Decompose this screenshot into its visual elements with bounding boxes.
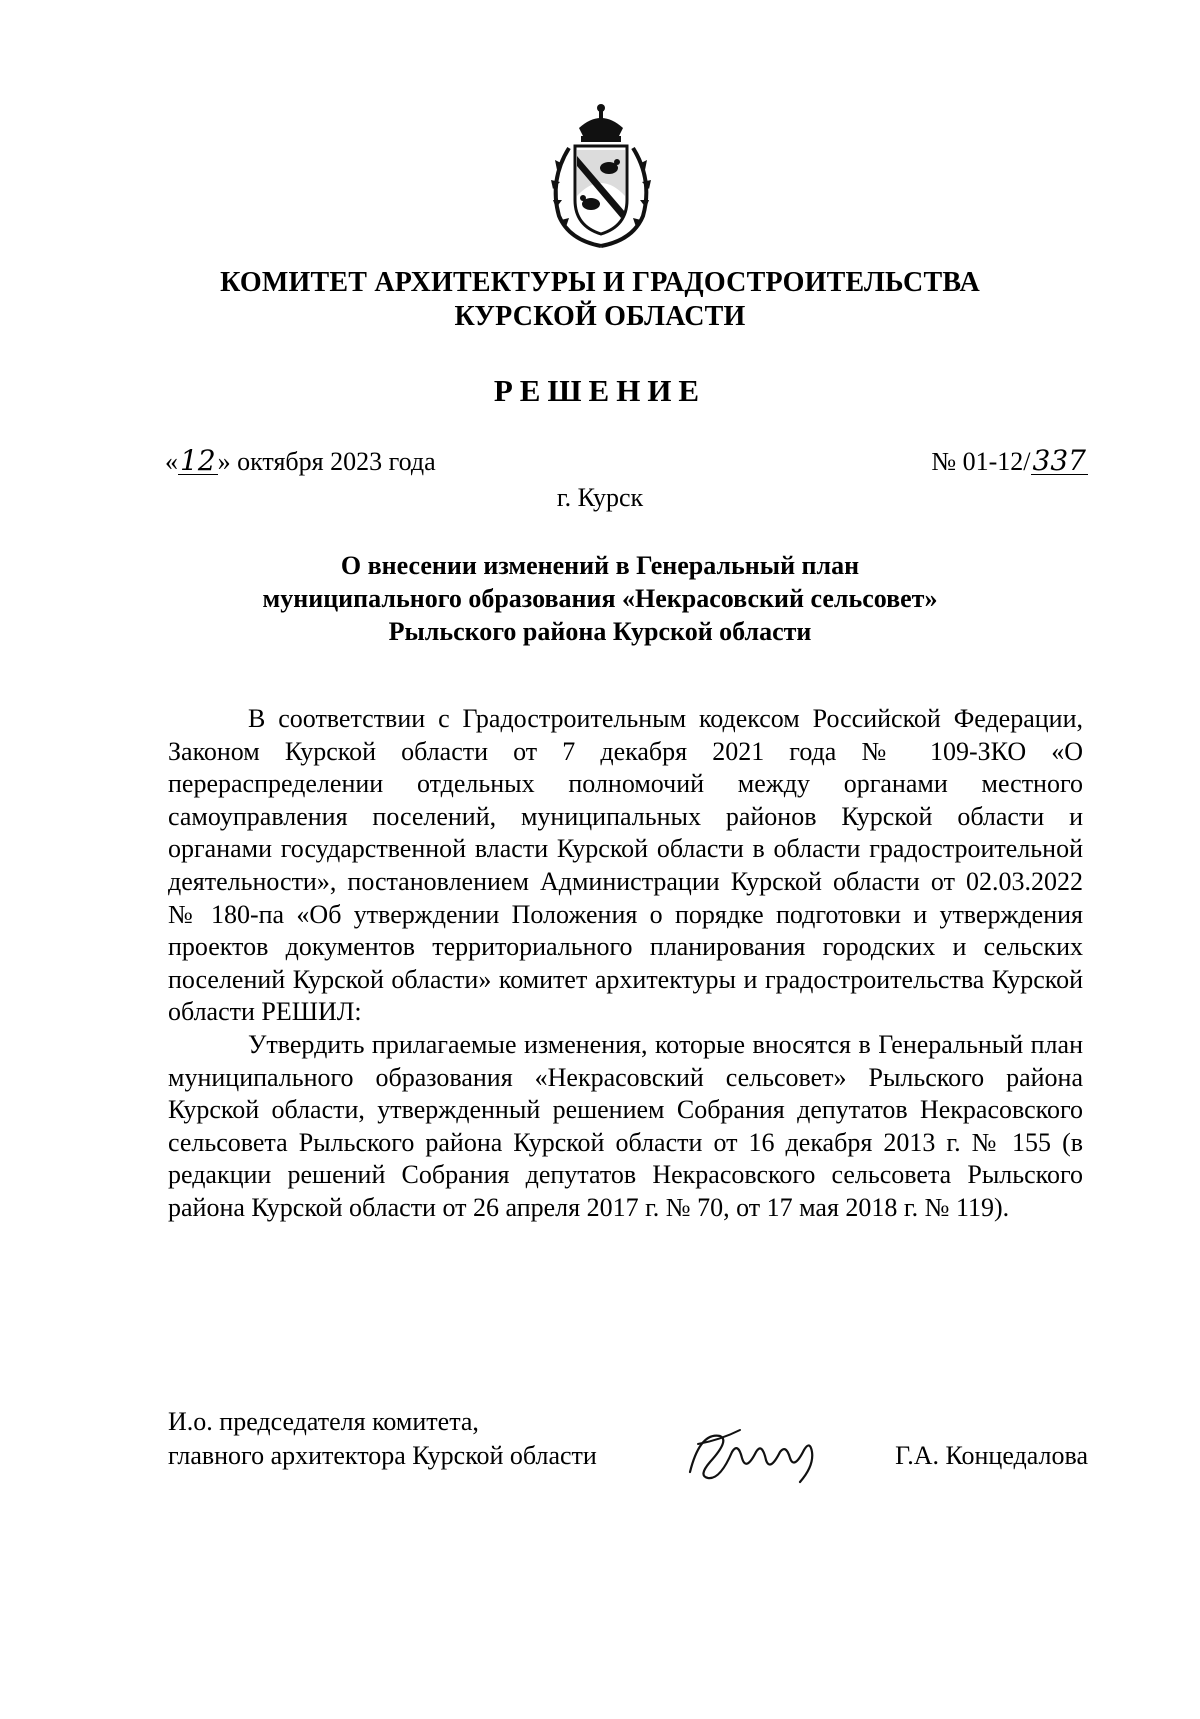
subject-line3: Рыльского района Курской области — [388, 617, 812, 646]
decision-number — [931, 446, 1088, 478]
number-prefix: № 01-12/ — [931, 447, 1031, 476]
decision-subject — [0, 549, 1200, 648]
subject-line2: муниципального образования «Некрасовский сельсовет» — [262, 584, 938, 613]
document-type-title: РЕШЕНИЕ — [493, 373, 707, 408]
decision-date — [165, 446, 436, 478]
city-name: г. Курск — [556, 483, 644, 512]
body-paragraph-1: В соответствии с Градостроительным кодексом Российской Федерации, Законом Курской области от 7 декабря 2021 года № 109-ЗКО «О перераспределении отдельных полномочий между органами местного самоуправления поселений, муниципальных районов Курской области и органами государственной власти Курской области в области градостроительной деятельности», постановлением Администрации Курской области от 02.03.2022 № 180-па «Об утверждении Положения о порядке подготовки и утверждения проектов документов территориального планирования городских и сельских поселений Курской области» комитет архитектуры и градостроительства Курской области РЕШИЛ: — [168, 704, 1083, 1027]
date-month-year: » октября 2023 года — [217, 447, 436, 476]
signatory-position — [168, 1405, 597, 1473]
body-paragraph-2: Утвердить прилагаемые изменения, которые вносятся в Генеральный план муниципального образования «Некрасовский сельсовет» Рыльского района Курской области, утвержденный решением Собрания депутатов Некрасовского сельсовета Рыльского района Курской области от 16 декабря 2013 г. № 155 (в редакции решений Собрания депутатов Некрасовского сельсовета Рыльского района Курской области от 26 апреля 2017 г. № 70, от 17 мая 2018 г. № 119). — [168, 1029, 1083, 1222]
date-day-handwritten: 12 — [180, 444, 216, 477]
subject-line1: О внесении изменений в Генеральный план — [340, 551, 860, 580]
coat-of-arms-icon — [535, 100, 667, 250]
decision-body — [168, 703, 1083, 1225]
position-line1: И.о. председателя комитета, — [168, 1407, 479, 1436]
handwritten-signature-icon — [680, 1422, 830, 1488]
signatory-name: Г.А. Концедалова — [895, 1441, 1088, 1470]
date-open-quote: « — [165, 447, 178, 476]
number-handwritten: 337 — [1032, 444, 1086, 477]
position-line2: главного архитектора Курской области — [168, 1441, 597, 1470]
org-name-line2: КУРСКОЙ ОБЛАСТИ — [454, 301, 746, 332]
org-name-line1: КОМИТЕТ АРХИТЕКТУРЫ И ГРАДОСТРОИТЕЛЬСТВА — [220, 267, 980, 298]
